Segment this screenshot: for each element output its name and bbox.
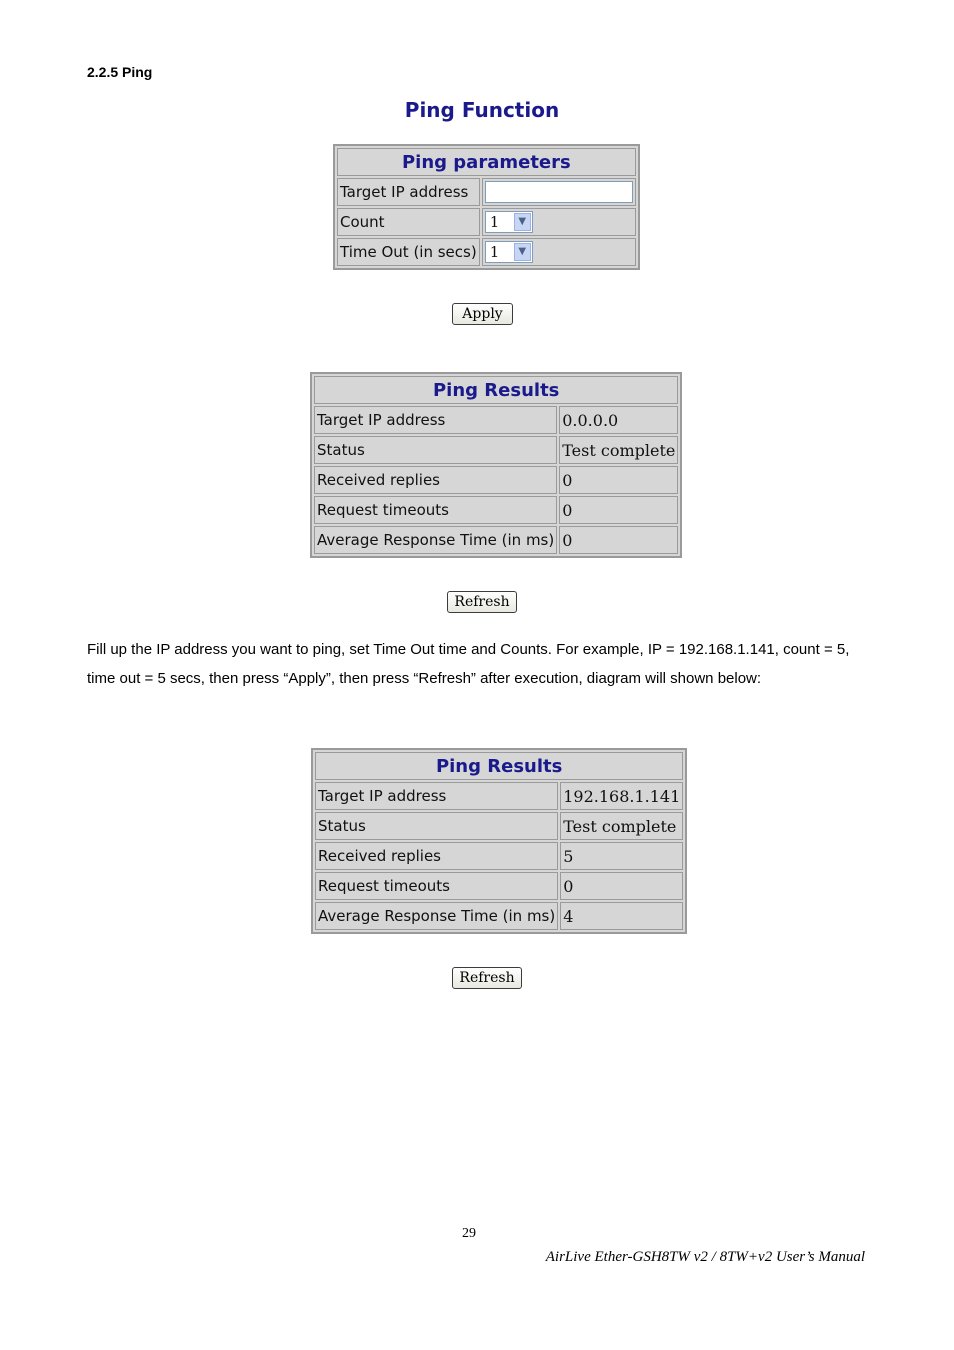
chevron-down-icon[interactable]: ▼	[514, 243, 531, 261]
result-label: Status	[314, 436, 557, 464]
ping-function-title: Ping Function	[404, 98, 560, 122]
target-ip-label: Target IP address	[337, 178, 480, 206]
result-label: Target IP address	[314, 406, 557, 434]
result-value: 0	[559, 466, 678, 494]
count-select[interactable]	[485, 211, 533, 233]
result-label: Received replies	[315, 842, 558, 870]
timeout-select[interactable]	[485, 241, 533, 263]
count-label: Count	[337, 208, 480, 236]
result-value: 0	[559, 526, 678, 554]
ping-parameters-table	[333, 144, 640, 270]
result-label: Request timeouts	[314, 496, 557, 524]
refresh-button[interactable]: Refresh	[452, 967, 522, 989]
section-heading: 2.2.5 Ping	[87, 64, 153, 80]
count-selected-value: 1	[489, 213, 500, 231]
timeout-label: Time Out (in secs)	[337, 238, 480, 266]
ping-results-table-1	[310, 372, 682, 558]
timeout-selected-value: 1	[489, 243, 500, 261]
footer: AirLive Ether-GSH8TW v2 / 8TW+v2 User’s Manual	[545, 1249, 865, 1265]
apply-button[interactable]: Apply	[452, 303, 513, 325]
result-label: Status	[315, 812, 558, 840]
result-value: 0.0.0.0	[559, 406, 678, 434]
result-value: 0	[559, 496, 678, 524]
result-label: Average Response Time (in ms)	[315, 902, 558, 930]
ping-results-header: Ping Results	[314, 376, 678, 404]
chevron-down-icon[interactable]: ▼	[514, 213, 531, 231]
result-value: Test complete	[559, 436, 678, 464]
result-label: Target IP address	[315, 782, 558, 810]
result-value: 0	[560, 872, 683, 900]
refresh-button[interactable]: Refresh	[447, 591, 517, 613]
page-number: 29	[462, 1226, 476, 1241]
result-value: Test complete	[560, 812, 683, 840]
ping-parameters-header: Ping parameters	[337, 148, 636, 176]
target-ip-input[interactable]	[485, 181, 633, 203]
result-label: Average Response Time (in ms)	[314, 526, 557, 554]
result-value: 192.168.1.141	[560, 782, 683, 810]
ping-results-header: Ping Results	[315, 752, 683, 780]
instruction-paragraph: Fill up the IP address you want to ping, set Time Out time and Counts. For example, IP = 192.168.1.141, count = 5, time out = 5 secs, then press “Apply”, then press “Refresh” after execution, diagram will shown below:	[87, 641, 850, 687]
result-label: Received replies	[314, 466, 557, 494]
result-value: 5	[560, 842, 683, 870]
result-label: Request timeouts	[315, 872, 558, 900]
result-value: 4	[560, 902, 683, 930]
ping-results-table-2	[311, 748, 687, 934]
